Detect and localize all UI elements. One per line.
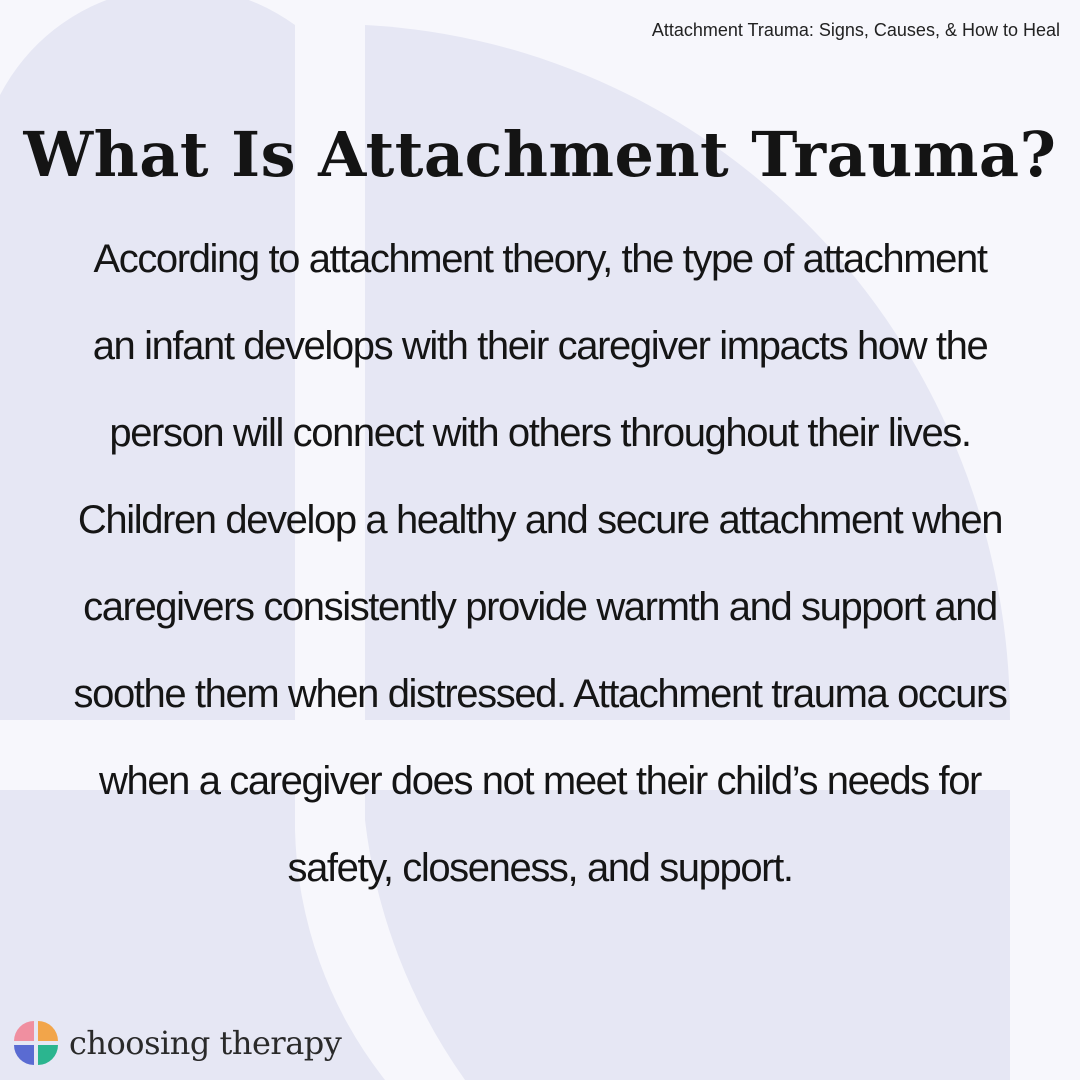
brand-name: choosing therapy xyxy=(69,1024,342,1062)
page-heading: What Is Attachment Trauma? xyxy=(23,118,1057,191)
choosing-therapy-logo-icon xyxy=(12,1019,60,1067)
brand-logo xyxy=(12,1018,341,1068)
body-paragraph: According to attachment theory, the type of attachment an infant develops with their caregiver impacts how the person will connect with others throughout their lives. Children develop a healthy and secure attachment when caregivers consistently provide warmth and support and soothe them when distressed. Attachment trauma occurs when a caregiver does not meet their child’s needs for safety, closeness, and support. xyxy=(73,237,1007,890)
article-title: Attachment Trauma: Signs, Causes, & How to Heal xyxy=(651,20,1060,40)
